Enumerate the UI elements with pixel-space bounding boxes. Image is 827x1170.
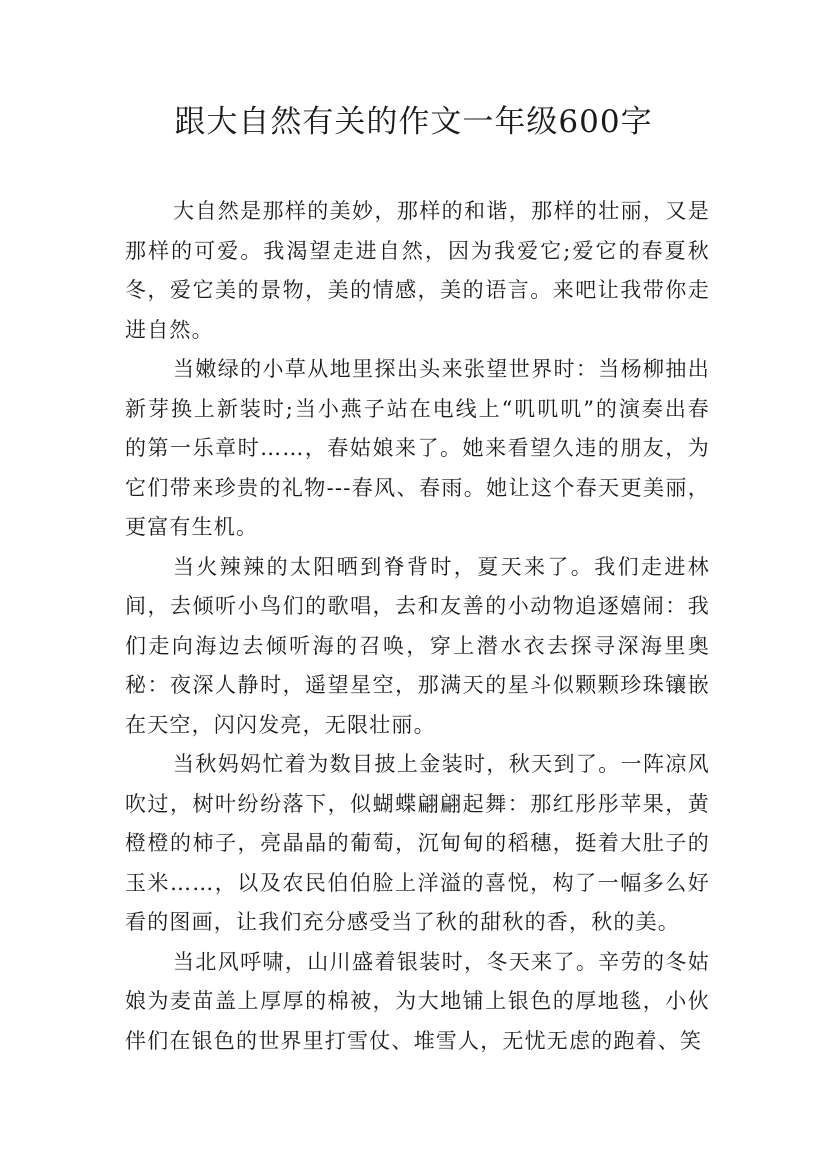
paragraph-intro: 大自然是那样的美妙，那样的和谐，那样的壮丽，又是那样的可爱。我渴望走进自然，因为我爱它;爱它的春夏秋冬，爱它美的景物，美的情感，美的语言。来吧让我带你走进自然。 — [125, 199, 710, 342]
paragraph-autumn: 当秋妈妈忙着为数目披上金装时，秋天到了。一阵凉风吹过，树叶纷纷落下，似蝴蝶翩翩起舞：那红彤彤苹果，黄橙橙的柿子，亮晶晶的葡萄，沉甸甸的稻穗，挺着大肚子的玉米……，以及农民伯伯脸上洋溢的喜悦，构了一幅多么好看的图画，让我们充分感受当了秋的甜秋的香，秋的美。 — [125, 752, 710, 934]
document-body — [125, 192, 710, 1061]
paragraph-spring: 当嫩绿的小草从地里探出头来张望世界时：当杨柳抽出新芽换上新装时;当小燕子站在电线上“叽叽叽”的演奏出春的第一乐章时……，春姑娘来了。她来看望久违的朋友，为它们带来珍贵的礼物---春风、春雨。她让这个春天更美丽，更富有生机。 — [125, 357, 710, 539]
paragraph-winter: 当北风呼啸，山川盛着银装时，冬天来了。辛劳的冬姑娘为麦苗盖上厚厚的棉被，为大地铺上银色的厚地毯，小伙伴们在银色的世界里打雪仗、堆雪人，无忧无虑的跑着、笑 — [125, 949, 710, 1053]
document-title: 跟大自然有关的作文一年级600字 — [174, 104, 653, 140]
paragraph-summer: 当火辣辣的太阳晒到脊背时，夏天来了。我们走进林间，去倾听小鸟们的歌唱，去和友善的小动物追逐嬉闹：我们走向海边去倾听海的召唤，穿上潜水衣去探寻深海里奥秘：夜深人静时，遥望星空，那满天的星斗似颗颗珍珠镶嵌在天空，闪闪发亮，无限壮丽。 — [125, 554, 710, 737]
